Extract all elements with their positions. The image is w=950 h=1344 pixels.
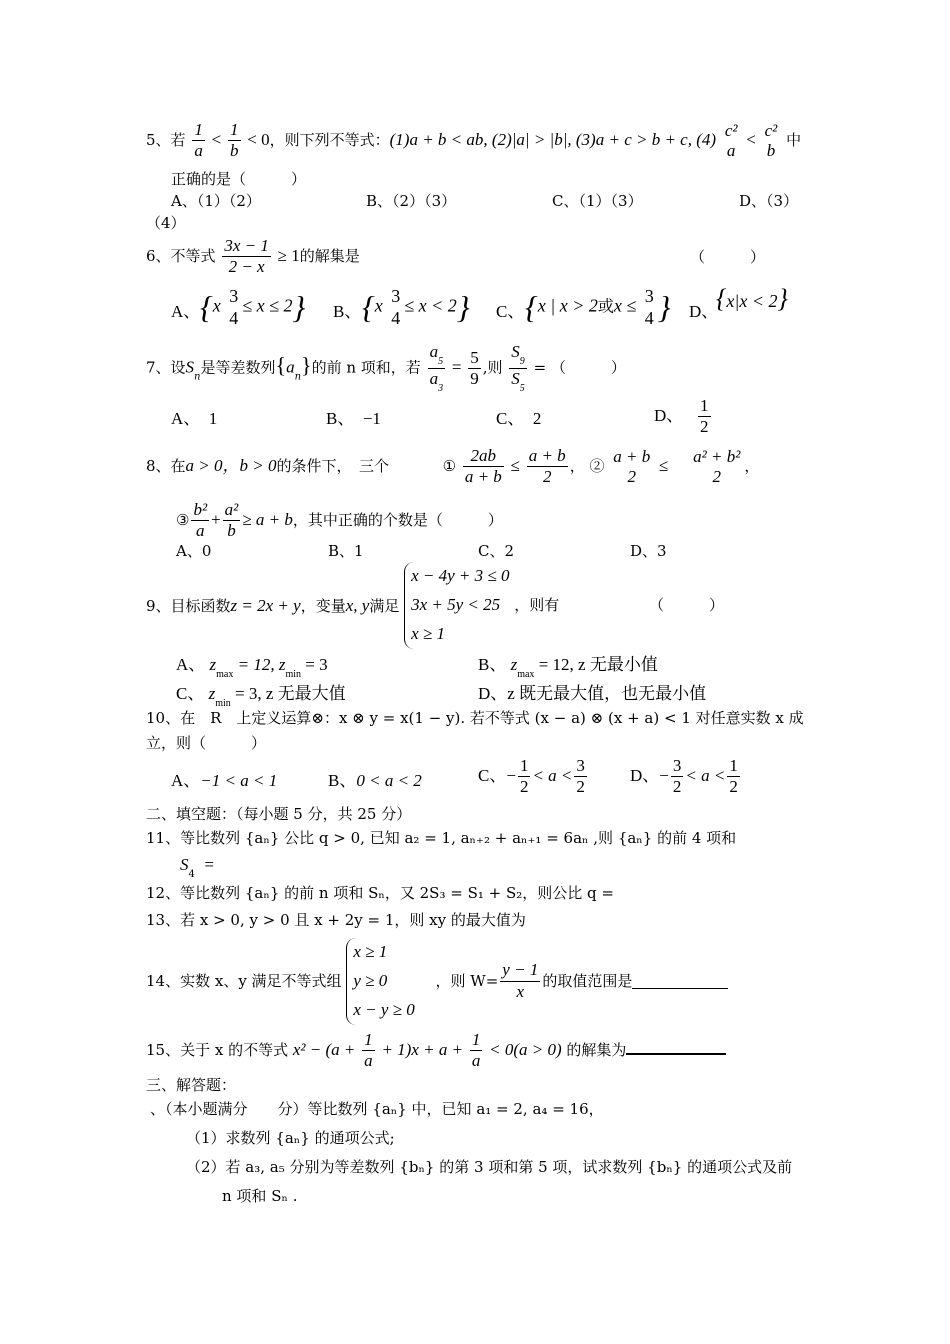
q8-frac-ab2-num: a + b bbox=[527, 446, 568, 467]
q9-option-d bbox=[478, 684, 706, 704]
q7-mid1: 是等差数列 bbox=[200, 358, 276, 377]
q5-frac-1a bbox=[192, 120, 205, 162]
q11-S: S bbox=[180, 855, 189, 874]
q8-frac-ab2 bbox=[527, 446, 568, 488]
q5-frac-1a-num: 1 bbox=[192, 120, 205, 141]
q11-line2 bbox=[180, 855, 214, 881]
q5-frac-c2b bbox=[763, 121, 780, 162]
q7-option-c bbox=[496, 409, 541, 429]
q6-line1 bbox=[146, 236, 360, 278]
q6-option-c bbox=[496, 302, 524, 322]
q10-option-a-label: A、 bbox=[171, 771, 201, 790]
q8-frac-sq-num: a² + b² bbox=[693, 446, 741, 466]
q10-option-a bbox=[171, 771, 277, 791]
q11-line1: 11、等比数列 {aₙ} 公比 q > 0, 已知 a₂ = 1, aₙ₊₂ + aₙ₊₁ = 6aₙ ,则 {aₙ} 的前 4 项和 bbox=[146, 829, 737, 847]
q10-option-d-frac1 bbox=[671, 756, 684, 798]
q9-sys-2: 3x + 5y < 25 bbox=[411, 594, 501, 614]
q7-frac-s-num: S bbox=[511, 342, 520, 361]
q10-option-c-frac1 bbox=[518, 756, 531, 798]
q9-option-a-sub1: max bbox=[216, 669, 234, 680]
q8-frac-2ab-den: a + b bbox=[464, 467, 502, 487]
q7-frac-s-den-sub: 5 bbox=[519, 383, 525, 394]
q14-pre: 14、实数 x、y 满足不等式组 bbox=[146, 971, 342, 990]
q16-line2: （1）求数列 {aₙ} 的通项公式; bbox=[186, 1129, 395, 1147]
q6-frac-num: 3x − 1 bbox=[222, 236, 271, 257]
q10-option-c-mid: < a < bbox=[532, 765, 573, 785]
q9-satisfy: 满足 bbox=[369, 596, 400, 615]
q9-sys-3: x ≥ 1 bbox=[411, 623, 445, 643]
q10-option-c bbox=[478, 756, 589, 798]
q9-option-d-label: D、 bbox=[478, 684, 508, 703]
q10-c-n2: 3 bbox=[574, 756, 587, 777]
q8-comma: ， bbox=[569, 456, 585, 475]
q8-option-c: C、2 bbox=[478, 542, 515, 560]
q15-post: 的解集为 bbox=[566, 1040, 627, 1059]
q9-xy: x, y bbox=[345, 595, 370, 615]
q7-mid2: 的前 n 项和，若 bbox=[311, 358, 421, 377]
q6-a-three: 3 bbox=[229, 286, 239, 306]
q10-option-b-value: 0 < a < 2 bbox=[356, 771, 422, 790]
q5-line1 bbox=[146, 120, 801, 162]
q6-option-d bbox=[689, 302, 718, 322]
q7-eq: = bbox=[451, 357, 462, 377]
q7-S: S bbox=[185, 357, 195, 377]
q7-line1: 7、设$S_n$是等差数列$\{a_n\}$的前 n 项和，若 $\frac{a_5}{a_3}$ = $\frac{5}{9}$ ,则 $\frac{S_9}{S_5}$ = （ ） bbox=[146, 342, 626, 394]
q7-option-a-value: 1 bbox=[208, 409, 218, 428]
q7-frac-a-num-sub: 5 bbox=[438, 356, 444, 367]
q5-option-a: A、（1）（2） bbox=[171, 192, 261, 210]
q8-frac-b2a-num: b² bbox=[191, 500, 209, 521]
q14-frac bbox=[500, 960, 540, 1002]
q5-lt0: < 0 bbox=[247, 129, 270, 149]
q5-option-d: D、（3） bbox=[739, 192, 799, 210]
q7-option-a bbox=[171, 409, 217, 429]
q10-option-a-value: −1 < a < 1 bbox=[200, 771, 278, 790]
q8-circle-3: ③ bbox=[176, 510, 190, 529]
q7-option-d-label: D、 bbox=[654, 405, 684, 425]
q8-line1: 8、在a > 0，b > 0的条件下， 三个 ① $\frac{2ab}{a + b}$ ≤ $\frac{a + b}{2}$ ， ② a + b 2 ≤ a² + b² 2 ， bbox=[146, 446, 760, 487]
q9-option-c-sub: min bbox=[215, 698, 231, 709]
q8-frac-2ab bbox=[463, 446, 504, 488]
q9-option-a-z: z bbox=[209, 655, 217, 674]
q5-items: (1)a + b < ab, (2)|a| > |b|, (3)a + c > b + c, (4) bbox=[389, 129, 717, 149]
q15-line bbox=[146, 1030, 726, 1072]
q10-option-d-label: D、 bbox=[630, 765, 660, 785]
q6-option-a bbox=[171, 302, 200, 322]
q7-a: a bbox=[286, 357, 295, 377]
q9-option-b-sub: max bbox=[517, 669, 535, 680]
q8-plus: + bbox=[211, 509, 221, 529]
q15-expr2: + 1)x + a + bbox=[381, 1039, 464, 1059]
q10-d-n1: 3 bbox=[671, 756, 684, 777]
q10-option-c-label: C、 bbox=[478, 765, 507, 785]
q8-circle-1: ① bbox=[442, 456, 457, 475]
q10-option-d-mid: < a < bbox=[685, 765, 726, 785]
q14-post: 的取值范围是 bbox=[542, 971, 633, 990]
q10-c-n1: 1 bbox=[518, 756, 531, 777]
q8-post: ，其中正确的个数是（ ） bbox=[292, 510, 503, 529]
q9-option-c-end: = 3, z 无最大值 bbox=[230, 684, 346, 703]
q7-frac-s-num-sub: 9 bbox=[519, 356, 525, 367]
q7-frac-s bbox=[509, 342, 527, 395]
q5-frac-1b bbox=[228, 120, 241, 162]
q8-frac-ab2b bbox=[611, 447, 652, 488]
q9-z: z = 2x + y bbox=[230, 595, 301, 615]
q16-line3: （2）若 a₃, a₅ 分别为等差数列 {bₙ} 的第 3 项和第 5 项，试求数列 {bₙ} 的通项公式及前 bbox=[186, 1158, 793, 1176]
q5-number: 5、 bbox=[146, 130, 171, 149]
q6-ge: ≥ 1 bbox=[277, 245, 300, 265]
q7-frac-a-num: a bbox=[429, 342, 439, 361]
q7-S-sub: n bbox=[194, 371, 201, 383]
q6-option-d-set: {x|x < 2} bbox=[716, 284, 788, 313]
q9-line1 bbox=[146, 562, 559, 649]
q6-option-c-set: {x | x > 2或x ≤ 3 4 } bbox=[525, 286, 671, 328]
q14-sys-1: x ≥ 1 bbox=[353, 942, 388, 961]
q14-answer-blank[interactable] bbox=[632, 974, 728, 989]
q9-option-a-sub2: min bbox=[285, 669, 302, 680]
q10-d-d1: 2 bbox=[672, 777, 682, 797]
q10-option-c-minus: − bbox=[506, 765, 516, 785]
q9-mid: ，变量 bbox=[300, 596, 346, 615]
q15-expr1: x² − (a + bbox=[292, 1039, 356, 1059]
q9-system bbox=[404, 562, 509, 649]
q13-line: 13、若 x > 0, y > 0 且 x + 2y = 1，则 xy 的最大值为 bbox=[146, 911, 526, 929]
q9-option-d-text: z 既无最大值，也无最小值 bbox=[507, 684, 707, 703]
q6-option-b-set: {x 3 4 ≤ x < 2} bbox=[362, 286, 470, 328]
q7-option-c-value: 2 bbox=[532, 409, 542, 428]
q8-frac-sq bbox=[691, 447, 742, 488]
q10-line2: 立，则（ ） bbox=[146, 734, 267, 752]
q7-option-d-den: 2 bbox=[700, 417, 709, 437]
q9-option-a-mid: = 12, z bbox=[233, 655, 286, 674]
q16-line1: 、（本小题满分 分）等比数列 {aₙ} 中，已知 a₁ = 2, a₄ = 16， bbox=[150, 1100, 604, 1118]
q5-frac-1b-num: 1 bbox=[228, 120, 241, 141]
q9-paren: （ ） bbox=[649, 596, 725, 614]
q6-option-c-label: C、 bbox=[496, 302, 525, 321]
q6-option-b bbox=[333, 302, 361, 322]
q8-frac-ab2-den: 2 bbox=[542, 467, 552, 487]
q9-pre: 9、目标函数 bbox=[146, 596, 231, 615]
q14-line bbox=[146, 938, 728, 1025]
q10-option-d-frac2 bbox=[727, 756, 740, 798]
q10-option-c-frac2 bbox=[574, 756, 587, 798]
q9-option-b-label: B、 bbox=[478, 655, 507, 674]
q6-pre: 6、不等式 bbox=[146, 246, 216, 265]
q7-option-a-label: A、 bbox=[171, 409, 201, 428]
section-3-heading: 三、解答题： bbox=[146, 1076, 237, 1094]
q9-option-c-label: C、 bbox=[176, 684, 205, 703]
q8-circle-2: ② bbox=[589, 456, 605, 475]
q7-frac-59-num: 5 bbox=[468, 348, 481, 369]
q9-post: ，则有 bbox=[514, 595, 560, 614]
q14-mid: ，则 W= bbox=[435, 971, 499, 990]
q10-option-b bbox=[328, 771, 422, 791]
q15-frac2-den: a bbox=[471, 1051, 481, 1071]
q7-option-d bbox=[654, 396, 713, 438]
q15-frac2-num: 1 bbox=[470, 1030, 483, 1051]
q5-option-b: B、（2）（3） bbox=[366, 192, 457, 210]
q8-frac-b2a bbox=[191, 500, 209, 542]
q7-option-d-num: 1 bbox=[698, 396, 711, 417]
q7-frac-a-den-sub: 3 bbox=[438, 383, 444, 394]
q6-option-b-label: B、 bbox=[333, 302, 362, 321]
q10-line1: 10、在 R 上定义运算⊗：x ⊗ y = x(1 − y). 若不等式 (x − a) ⊗ (x + a) < 1 对任意实数 x 成 bbox=[146, 709, 804, 727]
q5-mid: ，则下列不等式： bbox=[269, 130, 390, 149]
q7-frac-s-den: S bbox=[511, 369, 520, 388]
q8-frac-ab2b-num: a + b bbox=[613, 446, 651, 466]
q10-option-b-label: B、 bbox=[328, 771, 357, 790]
q6-option-a-set: {x 3 4 ≤ x ≤ 2} bbox=[200, 286, 306, 328]
q7-option-c-label: C、 bbox=[496, 409, 525, 428]
q16-line4: n 项和 Sₙ . bbox=[222, 1187, 298, 1205]
q8-frac-b2a-den: a bbox=[196, 521, 205, 541]
q8-mid: 的条件下， 三个 bbox=[276, 456, 390, 475]
q9-sys-1: x − 4y + 3 ≤ 0 bbox=[411, 566, 510, 585]
q8-frac-a2b-num: a² bbox=[223, 500, 241, 521]
q8-frac-ab2b-den: 2 bbox=[627, 466, 637, 486]
q6-a-four: 4 bbox=[229, 307, 239, 328]
q5-option-c: C、（1）（3） bbox=[552, 192, 643, 210]
q7-option-b-value: −1 bbox=[362, 409, 381, 428]
q10-option-d-minus: − bbox=[659, 765, 669, 785]
q6-option-a-label: A、 bbox=[171, 302, 201, 321]
q9-option-a bbox=[176, 655, 328, 681]
q8-frac-a2b bbox=[223, 500, 241, 542]
q5-frac-1a-den: a bbox=[194, 141, 203, 161]
q5-option-d-cont: （4） bbox=[146, 214, 186, 232]
q9-option-a-label: A、 bbox=[176, 655, 206, 674]
q7-frac-59-den: 9 bbox=[470, 369, 479, 388]
q14-frac-den: x bbox=[516, 981, 525, 1001]
q8-line2 bbox=[176, 500, 503, 542]
q6-post: 的解集是 bbox=[299, 246, 360, 265]
q5-ruo: 若 bbox=[170, 130, 186, 149]
section-2-heading: 二、填空题：（每小题 5 分，共 25 分） bbox=[146, 805, 412, 823]
q8-frac-a2b-den: b bbox=[227, 521, 236, 541]
q14-sys-3: x − y ≥ 0 bbox=[353, 999, 415, 1019]
q8-option-a: A、0 bbox=[176, 542, 212, 560]
q15-frac2 bbox=[470, 1030, 483, 1072]
q15-frac1-den: a bbox=[364, 1051, 373, 1071]
q15-frac1 bbox=[362, 1030, 375, 1072]
q6-frac bbox=[222, 236, 271, 278]
q8-frac-2ab-num: 2ab bbox=[463, 446, 504, 467]
q7-pre: 7、设 bbox=[146, 358, 186, 377]
q5-frac-c2b-num: c² bbox=[764, 120, 778, 140]
q5-frac-c2a-den: a bbox=[726, 140, 736, 160]
q6-option-d-label: D、 bbox=[689, 302, 719, 321]
q6-paren: （ ） bbox=[690, 248, 766, 266]
q7-option-d-frac bbox=[698, 396, 711, 438]
q15-frac1-num: 1 bbox=[362, 1030, 375, 1051]
q9-option-a-end: = 3 bbox=[301, 655, 328, 674]
q7-then: ,则 bbox=[482, 358, 503, 377]
q8-option-d: D、3 bbox=[630, 542, 667, 560]
q5-frac-1b-den: b bbox=[230, 141, 239, 161]
q8-frac-sq-den: 2 bbox=[712, 466, 721, 486]
q8-le1: ≤ bbox=[510, 455, 520, 475]
q10-d-n2: 1 bbox=[727, 756, 740, 777]
q10-option-d bbox=[630, 756, 742, 798]
q7-option-b bbox=[326, 409, 381, 429]
q5-frac-c2a bbox=[723, 121, 740, 162]
q9-option-c-z: z bbox=[208, 684, 216, 703]
q7-frac-a bbox=[428, 342, 446, 395]
q9-option-b-z: z bbox=[510, 655, 518, 674]
q11-eq: = bbox=[204, 855, 215, 874]
q5-lt2: < bbox=[746, 129, 756, 149]
q8-cond: a > 0，b > 0 bbox=[185, 455, 277, 475]
q7-eq2: = （ ） bbox=[533, 358, 626, 377]
q8-option-b: B、1 bbox=[328, 542, 364, 560]
q8-le2: ≤ bbox=[659, 455, 669, 475]
q12-line: 12、等比数列 {aₙ} 的前 n 项和 Sₙ，又 2S₃ = S₁ + S₂，则公比 q = bbox=[146, 884, 614, 902]
q5-zhong: 中 bbox=[786, 130, 802, 149]
q15-pre: 15、关于 x 的不等式 bbox=[146, 1040, 289, 1059]
q5-frac-c2b-den: b bbox=[766, 140, 776, 160]
q15-expr3: < 0(a > 0) bbox=[489, 1039, 562, 1059]
q5-frac-c2a-num: c² bbox=[724, 120, 738, 140]
q9-option-c bbox=[176, 684, 346, 710]
q9-option-b-end: = 12, z 无最小值 bbox=[534, 655, 658, 674]
q5-line2: 正确的是（ ） bbox=[171, 170, 307, 188]
q14-frac-num: y − 1 bbox=[500, 960, 540, 981]
q14-sys-2: y ≥ 0 bbox=[353, 970, 388, 990]
q9-option-b bbox=[478, 655, 658, 681]
q6-frac-den: 2 − x bbox=[228, 257, 265, 277]
q7-frac-a-den: a bbox=[429, 369, 439, 388]
q7-frac-59 bbox=[468, 348, 481, 390]
q7-option-b-label: B、 bbox=[326, 409, 355, 428]
q5-lt: < bbox=[211, 129, 222, 149]
q10-c-d1: 2 bbox=[519, 777, 529, 797]
q10-d-d2: 2 bbox=[729, 777, 738, 797]
q10-c-d2: 2 bbox=[576, 777, 585, 797]
q11-S-sub: 4 bbox=[188, 869, 195, 880]
q8-pre: 8、在 bbox=[146, 456, 186, 475]
q14-system bbox=[346, 938, 414, 1025]
q15-answer-blank[interactable] bbox=[626, 1039, 726, 1055]
q8-ge: ≥ a + b bbox=[242, 509, 293, 529]
